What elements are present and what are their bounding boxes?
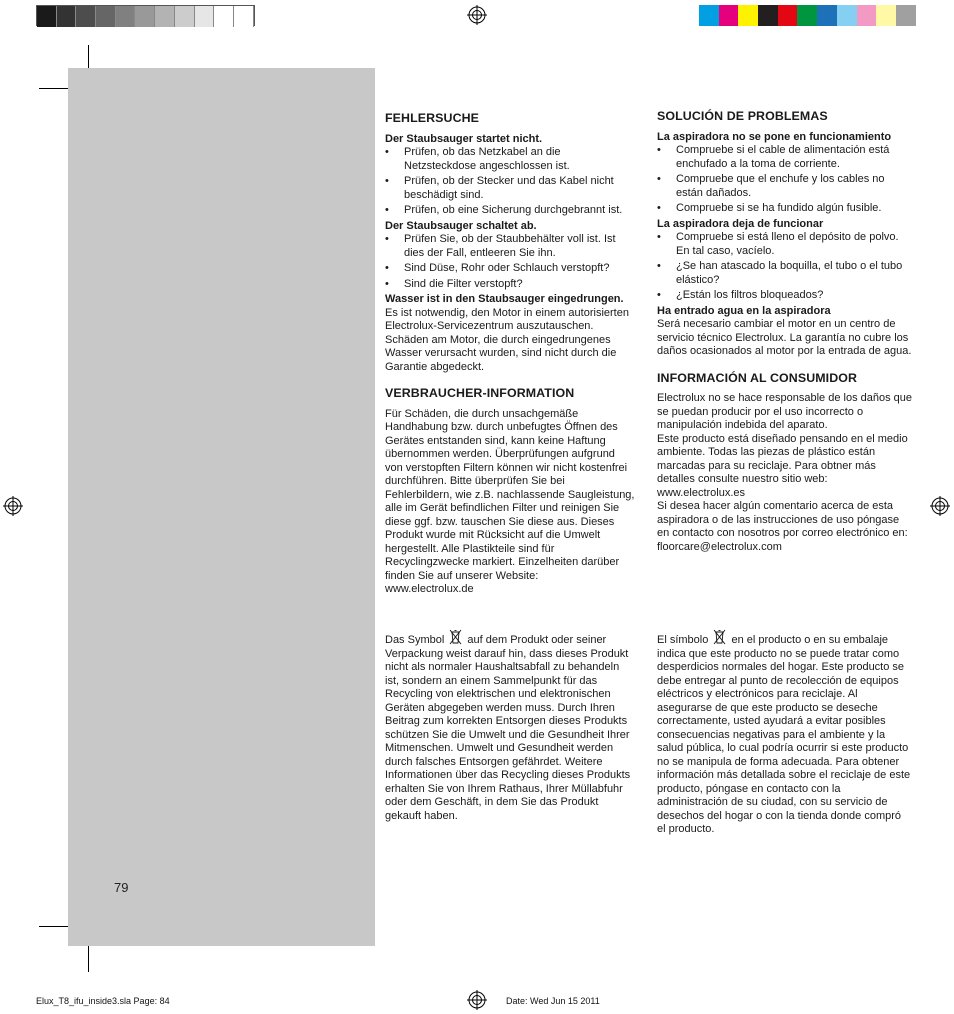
list-item: • Prüfen, ob das Netzkabel an die Netzsteckdose angeschlossen ist. (385, 146, 635, 173)
color-swatch (57, 6, 77, 27)
weee-text-rest: en el producto o en su embalaje indica que este producto no se puede tratar como desperdicios normales del hogar. Este producto se debe entregar al punto de recolección de equipos eléctricos y electrónicos para reciclaje. Al asegurarse de que este producto se deseche correctamente, usted ayudará a evitar posibles consecuencias negativas para el ambiente y la salud pública, lo cual podría ocurrir si este producto no se manipula de forma adecuada. Para obtener información más detallada sobre el reciclaje de este producto, póngase en contacto con la administración de su ciudad, con su servicio de desechos del hogar o con la tienda donde compró el producto. (657, 634, 911, 835)
spanish-column (657, 110, 912, 554)
subheading: Wasser ist in den Staubsauger eingedrungen. (385, 293, 624, 305)
subheading: La aspiradora deja de funcionar (657, 217, 824, 230)
weee-text-start: El símbolo (657, 634, 709, 646)
color-swatch (817, 5, 837, 26)
registration-mark-icon (467, 990, 487, 1010)
color-swatch (116, 6, 136, 27)
list-item: • Compruebe si se ha fundido algún fusible. (657, 202, 912, 216)
color-swatch (797, 5, 817, 26)
list-item: • Prüfen, ob der Stecker und das Kabel nicht beschädigt sind. (385, 175, 635, 202)
color-swatch (857, 5, 877, 26)
website-link[interactable]: www.electrolux.es (657, 486, 746, 499)
color-swatch (896, 5, 916, 26)
subheading: Ha entrado agua en la aspiradora (657, 304, 831, 317)
color-swatch (214, 6, 234, 27)
website-link[interactable]: www.electrolux.de (385, 583, 474, 595)
section-heading: SOLUCIÓN DE PROBLEMAS (657, 109, 828, 123)
weee-notice-german (385, 629, 635, 823)
list-item: • Compruebe si está lleno el depósito de polvo. En tal caso, vacíelo. (657, 231, 912, 258)
color-swatch (719, 5, 739, 26)
color-swatch (155, 6, 175, 27)
weee-text-rest: auf dem Produkt oder seiner Verpackung weist darauf hin, dass dieses Produkt nicht als normaler Haushaltsabfall zu behandeln ist, sondern an einem Sammelpunkt für das Recycling von elektrischen und elektronischen Geräten abgegeben werden muss. Durch Ihren Beitrag zum korrekten Entsorgen dieses Produkts schützen Sie die Umwelt und die Gesundheit Ihrer Mitmenschen. Umwelt und Gesundheit werden durch falsches Entsorgen gefährdet. Weitere Informationen über das Recycling dieses Produkts erhalten Sie von Ihrem Rathaus, Ihrer Müllabfuhr oder dem Geschäft, in dem Sie das Produkt gekauft haben. (385, 634, 631, 822)
bullet-list (657, 144, 912, 216)
grayscale-color-bar (36, 5, 255, 26)
bullet-list (385, 233, 635, 291)
paragraph: Será necesario cambiar el motor en un centro de servicio técnico Electrolux. La garantía no cubre los daños ocasionados al motor por la entrada de agua. (657, 318, 912, 357)
color-swatch (96, 6, 116, 27)
registration-mark-icon (467, 5, 487, 25)
paragraph: Electrolux no se hace responsable de los daños que se puedan producir por el uso incorrecto o manipulación indebida del aparato. (657, 392, 913, 431)
color-swatch (135, 6, 155, 27)
color-swatch (76, 6, 96, 27)
color-swatch (837, 5, 857, 26)
color-swatch (175, 6, 195, 27)
crossed-bin-icon (713, 629, 726, 645)
subheading: Der Staubsauger schaltet ab. (385, 219, 537, 232)
section-heading: INFORMACIÓN AL CONSUMIDOR (657, 370, 858, 385)
page-sidebar (68, 68, 375, 946)
color-swatch (738, 5, 758, 26)
list-item: • Prüfen, ob eine Sicherung durchgebrannt ist. (385, 204, 635, 218)
list-item: • Sind Düse, Rohr oder Schlauch verstopft? (385, 262, 635, 276)
german-column (385, 112, 635, 597)
weee-text-start: Das Symbol (385, 634, 445, 646)
color-swatch (234, 6, 254, 27)
list-item: • Sind die Filter verstopft? (385, 278, 635, 292)
list-item: • Compruebe que el enchufe y los cables no están dañados. (657, 173, 912, 200)
weee-notice-spanish (657, 629, 912, 837)
crossed-bin-icon (449, 629, 462, 645)
cmyk-color-bar (699, 5, 916, 26)
date-slug: Date: Wed Jun 15 2011 (506, 996, 600, 1006)
bullet-list (385, 146, 635, 218)
color-swatch (876, 5, 896, 26)
paragraph: Este producto está diseñado pensando en el medio ambiente. Todas las piezas de plástico están marcadas para su reciclaje. Para obtner más detalles consulte nuestro sitio web: (657, 432, 908, 485)
list-item: • Prüfen Sie, ob der Staubbehälter voll ist. Ist dies der Fall, entleeren Sie ihn. (385, 233, 635, 260)
list-item: • ¿Se han atascado la boquilla, el tubo o el tubo elástico? (657, 260, 912, 287)
paragraph: Es ist notwendig, den Motor in einem autorisierten Electrolux-Servicezentrum auszutauschen. Schäden am Motor, die durch eingedrungenes Wasser verursacht wurden, sind nicht durch die Garantie abgedeckt. (385, 306, 629, 373)
bullet-list (657, 231, 912, 303)
color-swatch (699, 5, 719, 26)
list-item: • ¿Están los filtros bloqueados? (657, 289, 912, 303)
registration-mark-icon (3, 496, 23, 516)
registration-mark-icon (930, 496, 950, 516)
paragraph: Für Schäden, die durch unsachgemäße Handhabung bzw. durch unbefugtes Öffnen des Gerätes entstanden sind, kann keine Haftung übernommen werden. Überprüfungen aufgrund von verstopften Filtern können wir nicht kostenfrei durchführen. Bitte überprüfen Sie bei Fehlerbildern, wie z.B. nachlassende Saugleistung, alle im Gerät befindlichen Filter und reinigen Sie diese ggf. bzw. tauschen Sie diese aus. Dieses Produkt wurde mit Rücksicht auf die Umwelt hergestellt. Alle Plastikteile sind für Recyclingzwecke markiert. Einzelheiten darüber finden Sie auf unserer Website: (385, 407, 635, 582)
email-link[interactable]: floorcare@electrolux.com (657, 540, 782, 553)
color-swatch (37, 6, 57, 27)
subheading: La aspiradora no se pone en funcionamiento (657, 130, 892, 143)
color-swatch (195, 6, 215, 27)
list-item: • Compruebe si el cable de alimentación está enchufado a la toma de corriente. (657, 144, 912, 171)
section-heading: VERBRAUCHER-INFORMATION (385, 386, 575, 400)
color-swatch (778, 5, 798, 26)
page-number: 79 (114, 880, 129, 895)
file-slug: Elux_T8_ifu_inside3.sla Page: 84 (36, 996, 170, 1006)
color-swatch (758, 5, 778, 26)
paragraph: Si desea hacer algún comentario acerca de esta aspiradora o de las instrucciones de uso póngase en contacto con nosotros por correo electrónico en: (657, 500, 908, 539)
section-heading: FEHLERSUCHE (385, 111, 480, 125)
subheading: Der Staubsauger startet nicht. (385, 132, 543, 145)
